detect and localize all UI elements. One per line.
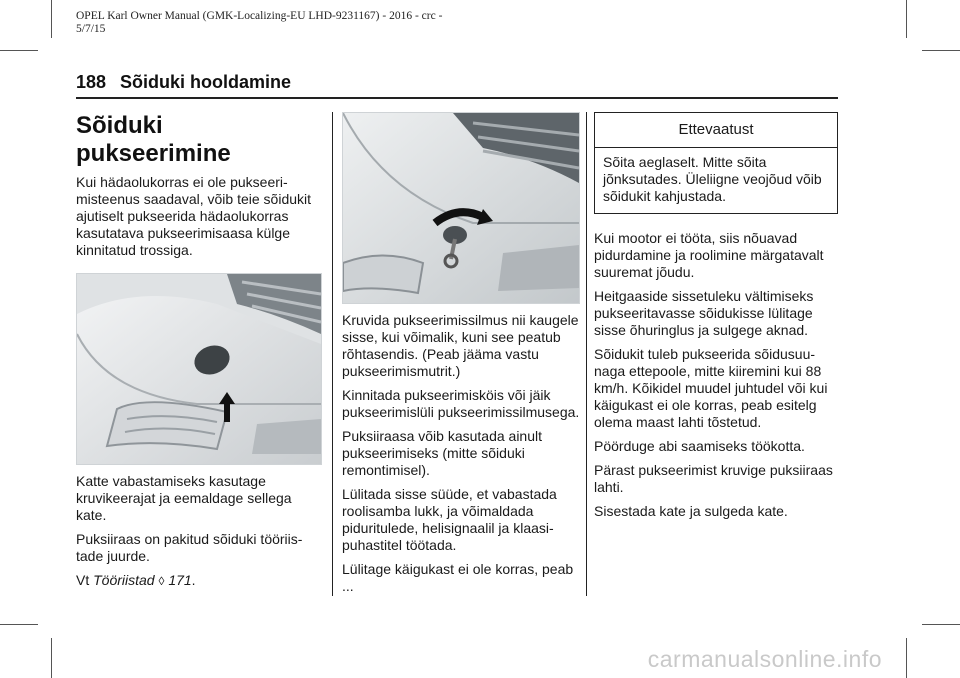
crop-mark [922, 50, 960, 51]
column-divider [586, 112, 587, 596]
caution-text: Sõita aeglaselt. Mitte sõita jõnksutades. Üleliigne veojõud võib sõidukit kahjustada. [603, 154, 822, 204]
neutral-gear-text: Lülitage käigukast ei ole korras, peab ... [342, 561, 574, 594]
meta-date: 5/7/15 [76, 23, 106, 35]
header-rule [76, 97, 838, 99]
workshop-text: Pöörduge abi saamiseks töökotta. [594, 438, 805, 454]
xref-prefix: Vt [76, 572, 94, 588]
meta-line: OPEL Karl Owner Manual (GMK-Localizing-EU LHD-9231167) - 2016 - crc - [76, 10, 443, 22]
xref-link[interactable]: Tööriistad [93, 572, 155, 588]
xref-suffix: . [191, 572, 196, 588]
column-divider [332, 112, 333, 596]
screw-in-tow-eye-text: Kruvida pukseerimissilmus nii kaugele sisse, kui võimalik, kuni see peatub rõhtasendis. (Peab jääma vastu pukseerimismutrit.) [342, 312, 579, 379]
crop-mark [906, 0, 907, 38]
xref-page[interactable]: 171 [168, 572, 192, 588]
attach-rope-text: Kinnitada pukseerimisköis või jäik pukseerimislüli pukseerimissilmusega. [342, 387, 580, 420]
column-2 [342, 112, 580, 602]
cross-reference [76, 572, 322, 590]
close-cover-text: Sisestada kate ja sulgeda kate. [594, 503, 788, 519]
tow-eye-location-text: Puksiiraas on pakitud sõiduki tööriistade juurde. [76, 531, 303, 564]
crop-mark [51, 0, 52, 38]
page-ref-icon: ◊ [158, 574, 165, 588]
caution-box [594, 112, 838, 214]
crop-mark [51, 638, 52, 678]
crop-mark [0, 624, 38, 625]
intro-paragraph: Kui hädaolukorras ei ole pukseerimisteenus saadaval, võib teie sõidukit ajutiselt pukseerida hädaolukorras kasutatava pukseerimisaasa külge kinnitatud trossiga. [76, 174, 312, 258]
section-title: Sõiduki pukseerimine [76, 112, 231, 167]
page-number: 188 [76, 72, 107, 92]
bumper-cover-photo [76, 273, 322, 465]
column-3 [594, 112, 838, 527]
column-1 [76, 112, 322, 597]
tow-eye-usage-text: Puksiiraasa võib kasutada ainult pukseerimiseks (mitte sõiduki remontimisel). [342, 428, 543, 478]
ignition-text: Lülitada sisse süüde, et vabastada roolisamba lukk, ja võimaldada piduritulede, helisignaalil ja klaasipuhastitel töötada. [342, 486, 557, 553]
air-recirculation-text: Heitgaaside sissetuleku vältimiseks pukseeritavasse sõidukisse lülitage sisse õhuringlus ja sulgege aknad. [594, 288, 814, 338]
unscrew-text: Pärast pukseerimist kruvige puksiiraas lahti. [594, 462, 833, 495]
engine-off-text: Kui mootor ei tööta, siis nõuavad pidurdamine ja roolimine märgatavalt suuremat jõudu. [594, 230, 824, 280]
section-name: Sõiduki hooldamine [120, 72, 292, 92]
watermark: carmanualsonline.info [647, 646, 882, 672]
running-header [76, 72, 291, 93]
crop-mark [0, 50, 38, 51]
cover-removal-text: Katte vabastamiseks kasutage kruvikeerajat ja eemaldage sellega kate. [76, 473, 292, 523]
caution-title: Ettevaatust [595, 113, 837, 148]
crop-mark [906, 638, 907, 678]
document-meta [76, 10, 596, 36]
tow-eye-install-photo [342, 112, 580, 304]
crop-mark [922, 624, 960, 625]
tow-speed-text: Sõidukit tuleb pukseerida sõidusuunaga ettepoole, mitte kiiremini kui 88 km/h. Kõikidel muudel juhtudel või kui käigukast ei ole korras, peab esitelg olema maast lahti tõstetud. [594, 346, 828, 430]
